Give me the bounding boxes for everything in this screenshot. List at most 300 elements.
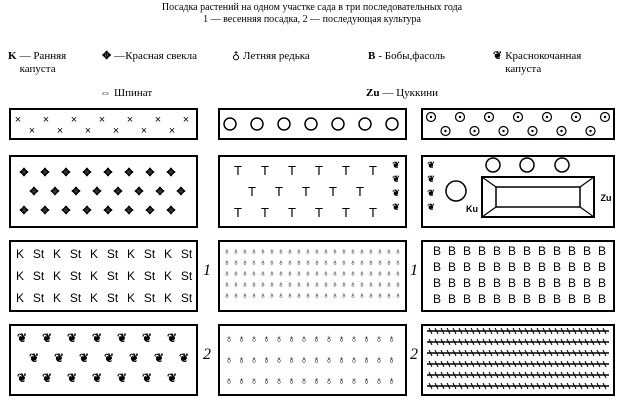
red-beet-icon: ✥ [113, 186, 123, 198]
lettuce-symbol: St [180, 269, 193, 283]
lettuce-symbol: St [32, 247, 45, 261]
beans-symbol: B [432, 260, 442, 274]
red-cabbage-icon: ❦ [91, 331, 103, 345]
spinach-icon: ⇔ [100, 87, 111, 99]
red-cabbage-icon: ❦ [128, 351, 140, 365]
beans-symbol: B [567, 244, 577, 258]
summer-radish-icon: ♁ [340, 257, 348, 267]
red-cabbage-icon: ❦ [16, 331, 28, 345]
beans-symbol: B [477, 244, 487, 258]
red-cabbage-icon: ❦ [141, 331, 153, 345]
beans-symbol: B [552, 244, 562, 258]
summer-radish-icon: ♁ [241, 257, 249, 267]
radish-seed-dot [430, 116, 432, 118]
beans-symbol: B [582, 292, 592, 306]
red-cabbage-icon: ❦ [153, 351, 165, 365]
beans-symbol: B [597, 244, 607, 258]
summer-radish-icon: ♁ [259, 290, 267, 300]
stake-marker: T [369, 205, 377, 220]
beans-symbol: B [537, 260, 547, 274]
summer-radish-icon: ♁ [223, 257, 231, 267]
radish-seed-dot [589, 130, 591, 132]
cross-mark: × [98, 114, 106, 126]
summer-radish-icon: ♁ [277, 279, 285, 289]
red-beet-icon: ✥ [124, 167, 134, 179]
red-cabbage-icon: ❦ [66, 371, 78, 385]
lettuce-symbol: St [143, 269, 156, 283]
summer-radish-icon: ♁ [331, 279, 339, 289]
stake-marker: T [261, 163, 269, 178]
summer-radish-icon: ♁ [223, 290, 231, 300]
summer-radish-icon: ♁ [232, 257, 240, 267]
summer-radish-icon: ♁ [394, 279, 402, 289]
summer-radish-icon: ♁ [322, 290, 330, 300]
summer-radish-icon: ♁ [286, 268, 294, 278]
red-beet-icon: ♁ [224, 375, 234, 387]
cross-mark: × [70, 114, 78, 126]
summer-radish-icon: ♁ [295, 279, 303, 289]
summer-radish-icon: ♁ [313, 257, 321, 267]
radish-seed-dot [531, 130, 533, 132]
beans-symbol: B [582, 244, 592, 258]
summer-radish-icon: ♁ [376, 290, 384, 300]
summer-radish-icon: ♁ [385, 246, 393, 256]
beans-symbol: B [507, 292, 517, 306]
red-beet-icon: ♁ [312, 354, 321, 366]
summer-radish-label: Летняя редька [243, 50, 310, 62]
beans-symbol: B [567, 260, 577, 274]
beans-symbol: B [567, 276, 577, 290]
radish-seed-dot [502, 130, 504, 132]
cross-mark: × [168, 125, 176, 137]
beans-symbol: B [597, 292, 607, 306]
red-beet-icon: ♁ [224, 333, 234, 345]
summer-radish-icon: ♁ [385, 268, 393, 278]
red-beet-icon: ✥ [145, 167, 155, 179]
beans-symbol: B [462, 244, 472, 258]
beans-symbol: B [597, 276, 607, 290]
early-cabbage-symbol: K [15, 269, 25, 283]
early-cabbage-symbol: K [126, 247, 136, 261]
stake-marker: T [329, 184, 337, 199]
red-cabbage-icon: ❦ [91, 371, 103, 385]
stake-marker: T [248, 184, 256, 199]
beans-symbol: B [507, 244, 517, 258]
summer-radish-icon: ♁ [340, 290, 348, 300]
stake-marker: T [234, 205, 242, 220]
summer-radish-icon: ♁ [286, 279, 294, 289]
summer-radish-icon: ♁ [394, 290, 402, 300]
summer-radish-icon: ♁ [223, 279, 231, 289]
beans-symbol: B [477, 292, 487, 306]
cold-frame-corner [482, 177, 496, 187]
spinach-icon: ❦ [427, 160, 435, 170]
red-cabbage-icon: ❦ [53, 351, 65, 365]
red-cabbage-icon: ❦ [166, 331, 178, 345]
beans-symbol: B [462, 276, 472, 290]
title-line-2: 1 — весенняя посадка, 2 — последующая культура [203, 14, 421, 25]
summer-radish-icon: ♁ [295, 290, 303, 300]
red-beet-icon: ✥ [134, 186, 144, 198]
spinach-icon: ❦ [392, 160, 400, 170]
early-cabbage-symbol: K [8, 50, 17, 62]
red-beet-icon: ♁ [374, 354, 384, 366]
beans-symbol: B [537, 292, 547, 306]
stake-marker: T [342, 163, 350, 178]
summer-radish-icon: ♁ [277, 246, 285, 256]
red-beet-icon: ♁ [312, 333, 321, 345]
red-beet-icon: ✥ [50, 186, 60, 198]
red-cabbage-icon: ❦ [16, 371, 28, 385]
early-cabbage-symbol: K [163, 291, 173, 305]
summer-radish-icon: ♁ [331, 246, 339, 256]
summer-radish-icon: ♁ [286, 290, 294, 300]
red-cabbage-icon: ❦ [116, 331, 128, 345]
red-beet-icon: ♁ [274, 333, 284, 345]
lettuce-symbol: St [180, 247, 193, 261]
lettuce-symbol: St [32, 269, 45, 283]
summer-radish-icon: ♁ [259, 268, 267, 278]
red-beet-icon: ✥ [40, 167, 50, 179]
cucumber-label: Ku [466, 204, 478, 214]
summer-radish-icon: ♁ [367, 268, 375, 278]
stake-marker: T [369, 163, 377, 178]
summer-radish-icon: ♁ [394, 246, 402, 256]
beans-symbol: B [477, 260, 487, 274]
summer-radish-icon: ♁ [322, 257, 330, 267]
beans-symbol: B [492, 292, 502, 306]
cross-mark: × [28, 125, 36, 137]
zucchini-plant-icon [446, 181, 466, 201]
red-cabbage-icon: ❦ [178, 351, 190, 365]
red-beet-icon: ♁ [287, 375, 296, 387]
summer-radish-icon: ♁ [358, 268, 366, 278]
spinach-icon: ❦ [392, 202, 400, 212]
summer-radish-icon [332, 118, 344, 130]
cross-mark: × [112, 125, 120, 137]
summer-radish-icon: ♁ [394, 257, 402, 267]
row-number-r3-c3: 1 [410, 262, 418, 279]
stake-marker: T [275, 184, 283, 199]
cross-mark: × [126, 114, 134, 126]
summer-radish-icon: ♁ [223, 246, 231, 256]
zucchini-plant-icon [520, 158, 534, 172]
red-beet-icon: ✥ [103, 205, 113, 217]
early-cabbage-symbol: K [15, 291, 25, 305]
red-beet-icon: ✥ [19, 167, 29, 179]
red-beet-icon: ✥ [166, 205, 176, 217]
summer-radish-icon: ♁ [286, 257, 294, 267]
red-cabbage-icon: ❦ [66, 331, 78, 345]
summer-radish-icon: ♁ [268, 246, 276, 256]
summer-radish-icon: ♁ [250, 246, 258, 256]
lettuce-symbol: St [106, 291, 119, 305]
red-beet-icon: ♁ [337, 333, 346, 345]
row-number-r4-c2: 2 [203, 346, 211, 363]
red-cabbage-icon: ❦ [28, 351, 40, 365]
summer-radish-icon: ♁ [385, 257, 393, 267]
summer-radish-icon: ♁ [331, 290, 339, 300]
red-beet-icon: ♁ [324, 354, 334, 366]
red-beet-icon: ✥ [166, 167, 176, 179]
radish-seed-dot [575, 116, 577, 118]
summer-radish-icon: ♁ [349, 268, 357, 278]
summer-radish-icon: ♁ [376, 279, 384, 289]
red-beet-icon: ♁ [224, 354, 234, 366]
red-beet-icon: ♁ [249, 354, 259, 366]
summer-radish-icon: ♁ [268, 268, 276, 278]
summer-radish-icon: ♁ [376, 257, 384, 267]
summer-radish-icon: ♁ [304, 257, 312, 267]
summer-radish-icon: ♁ [322, 268, 330, 278]
summer-radish-icon: ♁ [250, 279, 258, 289]
cold-frame-outer [482, 177, 594, 217]
zucchini-symbol: Zu [366, 87, 380, 99]
summer-radish-icon: ♁ [268, 279, 276, 289]
beans-symbol: B [492, 276, 502, 290]
red-cabbage-icon: ❦ [103, 351, 115, 365]
red-beet-icon: ♁ [249, 333, 259, 345]
red-beet-icon: ✥ [40, 205, 50, 217]
stake-marker: T [315, 163, 323, 178]
beans-symbol: B [492, 260, 502, 274]
lettuce-symbol: St [69, 291, 82, 305]
lettuce-symbol: St [32, 291, 45, 305]
lettuce-symbol: St [106, 269, 119, 283]
early-cabbage-symbol: K [52, 291, 62, 305]
lettuce-symbol: St [69, 269, 82, 283]
zucchini-plant-icon [486, 158, 500, 172]
early-cabbage-symbol: K [163, 247, 173, 261]
summer-radish-icon: ♁ [313, 290, 321, 300]
red-beet-icon: ♁ [387, 375, 396, 387]
summer-radish-icon: ♁ [358, 279, 366, 289]
beans-symbol: B [582, 260, 592, 274]
summer-radish-icon: ♁ [232, 50, 241, 62]
zucchini-plant-icon [555, 158, 569, 172]
beans-symbol: B [477, 276, 487, 290]
spinach-icon: ❦ [427, 202, 435, 212]
spinach-icon: ❦ [392, 188, 400, 198]
summer-radish-icon: ♁ [241, 246, 249, 256]
early-cabbage-symbol: K [15, 247, 25, 261]
red-cabbage-icon: ❦ [41, 331, 53, 345]
summer-radish-icon: ♁ [349, 246, 357, 256]
beans-symbol: B [552, 260, 562, 274]
early-cabbage-symbol: K [89, 291, 99, 305]
stake-marker: T [342, 205, 350, 220]
beans-symbol: B [567, 292, 577, 306]
summer-radish-icon [224, 118, 236, 130]
summer-radish-icon: ♁ [295, 246, 303, 256]
beans-symbol: B [537, 244, 547, 258]
red-cabbage-icon: ❦ [493, 50, 503, 62]
red-beet-icon: ♁ [299, 333, 309, 345]
red-beet-icon: ♁ [324, 375, 334, 387]
summer-radish-icon [359, 118, 371, 130]
lettuce-symbol: St [69, 247, 82, 261]
cross-mark: × [14, 114, 22, 126]
summer-radish-icon: ♁ [367, 246, 375, 256]
red-cabbage-label: Краснокочанная капуста [505, 50, 582, 75]
summer-radish-icon: ♁ [349, 257, 357, 267]
red-beet-icon: ♁ [349, 354, 359, 366]
spinach-icon: ❦ [427, 188, 435, 198]
beans-symbol: B [522, 260, 532, 274]
red-cabbage-icon: ❦ [166, 371, 178, 385]
summer-radish-icon: ♁ [295, 268, 303, 278]
radish-seed-dot [517, 116, 519, 118]
summer-radish-icon [305, 118, 317, 130]
cross-mark: × [154, 114, 162, 126]
radish-seed-dot [459, 116, 461, 118]
summer-radish-icon: ♁ [304, 290, 312, 300]
beans-symbol: B [582, 276, 592, 290]
red-beet-icon: ✥ [19, 205, 29, 217]
red-beet-icon: ♁ [299, 375, 309, 387]
red-beet-icon: ✥ [124, 205, 134, 217]
red-beet-icon: ♁ [349, 333, 359, 345]
spinach-label: Шпинат [114, 87, 153, 99]
summer-radish-icon: ♁ [232, 290, 240, 300]
summer-radish-icon: ♁ [250, 257, 258, 267]
early-cabbage-symbol: K [89, 247, 99, 261]
red-beet-icon: ♁ [387, 354, 396, 366]
summer-radish-icon: ♁ [250, 268, 258, 278]
summer-radish-icon: ♁ [313, 246, 321, 256]
red-beet-icon: ♁ [374, 375, 384, 387]
summer-radish-icon: ♁ [358, 246, 366, 256]
cold-frame-corner [482, 207, 496, 217]
red-beet-icon: ♁ [362, 375, 371, 387]
red-beet-icon: ✥ [82, 167, 92, 179]
summer-radish-icon: ♁ [304, 268, 312, 278]
radish-seed-dot [444, 130, 446, 132]
summer-radish-icon: ♁ [241, 290, 249, 300]
summer-radish-icon: ♁ [313, 279, 321, 289]
beans-label: - Бобы,фасоль [378, 50, 446, 62]
red-beet-icon: ♁ [274, 354, 284, 366]
summer-radish-icon: ♁ [241, 279, 249, 289]
red-beet-icon: ♁ [237, 354, 246, 366]
summer-radish-icon: ♁ [232, 246, 240, 256]
red-beet-icon: ✥ [102, 50, 112, 62]
beans-symbol: B [447, 260, 457, 274]
radish-seed-dot [546, 116, 548, 118]
beans-symbol: B [507, 276, 517, 290]
red-beet-icon: ♁ [287, 354, 296, 366]
zucchini-label: — Цуккини [382, 87, 439, 99]
red-beet-icon: ♁ [237, 375, 246, 387]
beans-symbol: B [537, 276, 547, 290]
red-beet-icon: ✥ [176, 186, 186, 198]
summer-radish-icon: ♁ [367, 257, 375, 267]
red-beet-icon: ✥ [29, 186, 39, 198]
summer-radish-icon: ♁ [268, 257, 276, 267]
beans-symbol: B [552, 276, 562, 290]
lettuce-symbol: St [180, 291, 193, 305]
beans-symbol: B [462, 260, 472, 274]
stake-marker: T [302, 184, 310, 199]
early-cabbage-label: — Ранняя капуста [19, 50, 67, 75]
row-number-r4-c3: 2 [410, 346, 418, 363]
beans-symbol: B [447, 276, 457, 290]
summer-radish-icon: ♁ [295, 257, 303, 267]
red-beet-icon: ♁ [374, 333, 384, 345]
red-cabbage-icon: ❦ [41, 371, 53, 385]
summer-radish-icon: ♁ [322, 279, 330, 289]
summer-radish-icon [278, 118, 290, 130]
summer-radish-icon: ♁ [232, 279, 240, 289]
early-cabbage-symbol: K [52, 247, 62, 261]
radish-seed-dot [473, 130, 475, 132]
cross-mark: × [182, 114, 190, 126]
beans-symbol: B [432, 244, 442, 258]
summer-radish-icon: ♁ [241, 268, 249, 278]
cold-frame-inner [496, 187, 580, 207]
red-beet-icon: ♁ [262, 333, 271, 345]
red-beet-icon: ✥ [71, 186, 81, 198]
red-beet-label: —Красная свекла [114, 50, 198, 62]
spinach-icon: ❦ [392, 174, 400, 184]
red-beet-icon: ♁ [262, 354, 271, 366]
summer-radish-icon: ♁ [322, 246, 330, 256]
red-beet-icon: ✥ [92, 186, 102, 198]
beans-symbol: B [447, 244, 457, 258]
title-line-1: Посадка растений на одном участке сада в три последовательных года [161, 2, 463, 13]
summer-radish-icon: ♁ [340, 268, 348, 278]
summer-radish-icon: ♁ [259, 257, 267, 267]
red-beet-icon: ✥ [82, 205, 92, 217]
beans-symbol: B [462, 292, 472, 306]
early-cabbage-symbol: K [126, 269, 136, 283]
cross-mark: × [56, 125, 64, 137]
summer-radish-icon: ♁ [358, 290, 366, 300]
summer-radish-icon: ♁ [277, 257, 285, 267]
beans-symbol: B [597, 260, 607, 274]
spinach-icon: ❦ [427, 174, 435, 184]
red-beet-icon: ♁ [312, 375, 321, 387]
red-beet-icon: ♁ [362, 354, 371, 366]
summer-radish-icon: ♁ [376, 246, 384, 256]
beans-symbol: B [522, 292, 532, 306]
red-beet-icon: ✥ [145, 205, 155, 217]
beans-symbol: B [492, 244, 502, 258]
summer-radish-icon: ♁ [268, 290, 276, 300]
stake-marker: T [288, 205, 296, 220]
summer-radish-icon: ♁ [385, 279, 393, 289]
row-number-r3-c2: 1 [203, 262, 211, 279]
summer-radish-icon: ♁ [313, 268, 321, 278]
red-beet-icon: ♁ [337, 375, 346, 387]
beans-symbol: B [447, 292, 457, 306]
beans-symbol: B [432, 276, 442, 290]
early-cabbage-symbol: K [89, 269, 99, 283]
red-cabbage-icon: ❦ [141, 371, 153, 385]
red-beet-icon: ♁ [362, 333, 371, 345]
beans-symbol: B [507, 260, 517, 274]
beans-symbol: B [552, 292, 562, 306]
red-cabbage-icon: ❦ [78, 351, 90, 365]
red-beet-icon: ♁ [387, 333, 396, 345]
summer-radish-icon: ♁ [385, 290, 393, 300]
red-beet-icon: ✥ [61, 205, 71, 217]
radish-seed-dot [488, 116, 490, 118]
summer-radish-icon: ♁ [349, 290, 357, 300]
cold-frame-corner [580, 207, 594, 217]
lettuce-symbol: St [143, 247, 156, 261]
stake-marker: T [356, 184, 364, 199]
